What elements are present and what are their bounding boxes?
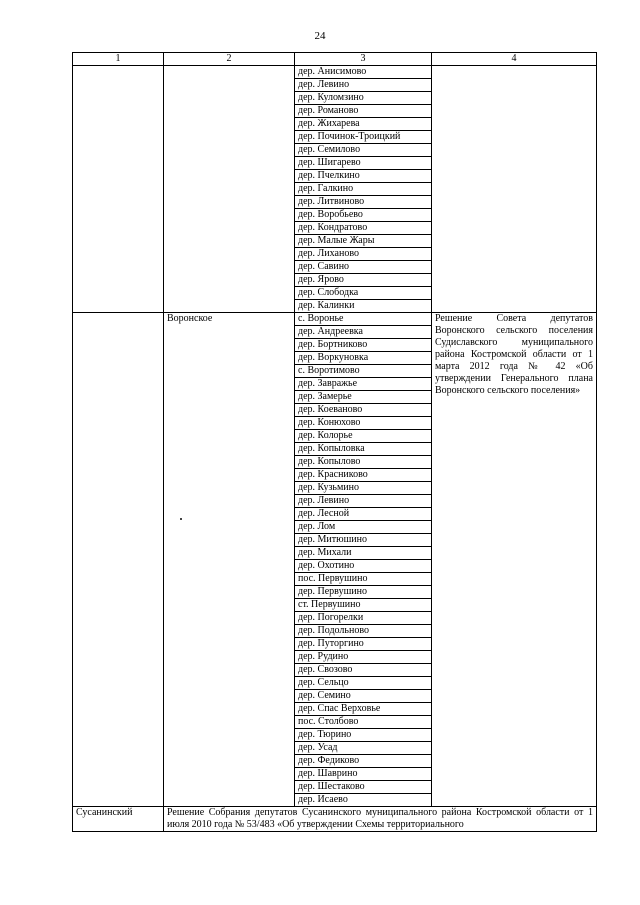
column-header-4: 4 bbox=[432, 53, 597, 66]
settlement-cell: дер. Левино bbox=[295, 79, 432, 92]
settlement-cell: дер. Андреевка bbox=[295, 326, 432, 339]
settlement-cell: дер. Семилово bbox=[295, 144, 432, 157]
header-row bbox=[73, 53, 597, 66]
settlement-cell: дер. Романово bbox=[295, 105, 432, 118]
settlement-cell: дер. Подольново bbox=[295, 625, 432, 638]
settlement-cell: дер. Свозово bbox=[295, 664, 432, 677]
settlement-cell: дер. Семино bbox=[295, 690, 432, 703]
settlement-cell: дер. Слободка bbox=[295, 287, 432, 300]
settlement-cell: дер. Михали bbox=[295, 547, 432, 560]
settlement-cell: дер. Бортниково bbox=[295, 339, 432, 352]
settlement-cell: дер. Калинки bbox=[295, 300, 432, 313]
settlement-cell: дер. Анисимово bbox=[295, 66, 432, 79]
settlement-cell: дер. Федиково bbox=[295, 755, 432, 768]
settlement-cell: дер. Конюхово bbox=[295, 417, 432, 430]
settlement-cell: дер. Копыловка bbox=[295, 443, 432, 456]
district-cell-continued bbox=[73, 313, 164, 807]
municipality-name-voronskoe: Воронское bbox=[164, 313, 295, 807]
settlements-table bbox=[72, 52, 597, 832]
settlement-cell: дер. Усад bbox=[295, 742, 432, 755]
settlement-cell: дер. Красниково bbox=[295, 469, 432, 482]
settlement-cell: дер. Воркуновка bbox=[295, 352, 432, 365]
settlement-cell: дер. Починок-Троицкий bbox=[295, 131, 432, 144]
settlement-cell: с. Воротимово bbox=[295, 365, 432, 378]
settlement-cell: дер. Малые Жары bbox=[295, 235, 432, 248]
settlement-cell: пос. Столбово bbox=[295, 716, 432, 729]
settlement-cell: дер. Шестаково bbox=[295, 781, 432, 794]
district-cell-continued bbox=[73, 66, 164, 313]
settlement-cell: дер. Пчелкино bbox=[295, 170, 432, 183]
table-body bbox=[73, 66, 597, 832]
settlement-cell: дер. Левино bbox=[295, 495, 432, 508]
settlement-cell: дер. Сельцо bbox=[295, 677, 432, 690]
settlement-cell: дер. Жихарева bbox=[295, 118, 432, 131]
settlement-cell: дер. Кондратово bbox=[295, 222, 432, 235]
settlement-cell: дер. Завражье bbox=[295, 378, 432, 391]
settlement-cell: дер. Охотино bbox=[295, 560, 432, 573]
column-header-1: 1 bbox=[73, 53, 164, 66]
settlement-cell: дер. Куломзино bbox=[295, 92, 432, 105]
table-row bbox=[73, 66, 597, 79]
settlement-cell: дер. Лиханово bbox=[295, 248, 432, 261]
decision-susaninsky: Решение Собрания депутатов Сусанинского муниципального района Костромской области от 1 июля 2010 года № 53/483 «Об утверждении Схемы территориального bbox=[164, 807, 597, 832]
scan-mark bbox=[180, 518, 182, 520]
settlement-cell: дер. Рудино bbox=[295, 651, 432, 664]
settlement-cell: дер. Лесной bbox=[295, 508, 432, 521]
district-name-susaninsky: Сусанинский bbox=[73, 807, 164, 832]
settlement-cell: дер. Воробьево bbox=[295, 209, 432, 222]
settlement-cell: дер. Коеваново bbox=[295, 404, 432, 417]
page-number: 24 bbox=[314, 30, 326, 42]
settlement-cell: дер. Кузьмино bbox=[295, 482, 432, 495]
settlement-cell: дер. Шигарево bbox=[295, 157, 432, 170]
settlement-cell: дер. Первушино bbox=[295, 586, 432, 599]
settlement-cell: дер. Замерье bbox=[295, 391, 432, 404]
settlement-cell: дер. Копылово bbox=[295, 456, 432, 469]
decision-cell-continued bbox=[432, 66, 597, 313]
column-header-3: 3 bbox=[295, 53, 432, 66]
settlement-cell: дер. Шаврино bbox=[295, 768, 432, 781]
settlement-cell: дер. Лом bbox=[295, 521, 432, 534]
settlement-cell: дер. Галкино bbox=[295, 183, 432, 196]
settlement-cell: дер. Колорье bbox=[295, 430, 432, 443]
settlement-cell: дер. Погорелки bbox=[295, 612, 432, 625]
decision-voronskoe: Решение Совета депутатов Воронского сельского поселения Судиславского муниципального района Костромской области от 1 марта 2012 года № 42 «Об утверждении Генерального плана Воронского сельского поселения» bbox=[432, 313, 597, 807]
settlement-cell: дер. Литвиново bbox=[295, 196, 432, 209]
column-header-2: 2 bbox=[164, 53, 295, 66]
settlement-cell: дер. Митюшино bbox=[295, 534, 432, 547]
municipality-cell-continued bbox=[164, 66, 295, 313]
settlement-cell: с. Воронье bbox=[295, 313, 432, 326]
settlement-cell: дер. Савино bbox=[295, 261, 432, 274]
table-row bbox=[73, 313, 597, 326]
settlement-cell: дер. Путоргино bbox=[295, 638, 432, 651]
settlement-cell: пос. Первушино bbox=[295, 573, 432, 586]
settlement-cell: дер. Тюрино bbox=[295, 729, 432, 742]
settlement-cell: ст. Первушино bbox=[295, 599, 432, 612]
table-row bbox=[73, 807, 597, 832]
settlement-cell: дер. Исаево bbox=[295, 794, 432, 807]
settlement-cell: дер. Спас Верховье bbox=[295, 703, 432, 716]
settlement-cell: дер. Ярово bbox=[295, 274, 432, 287]
